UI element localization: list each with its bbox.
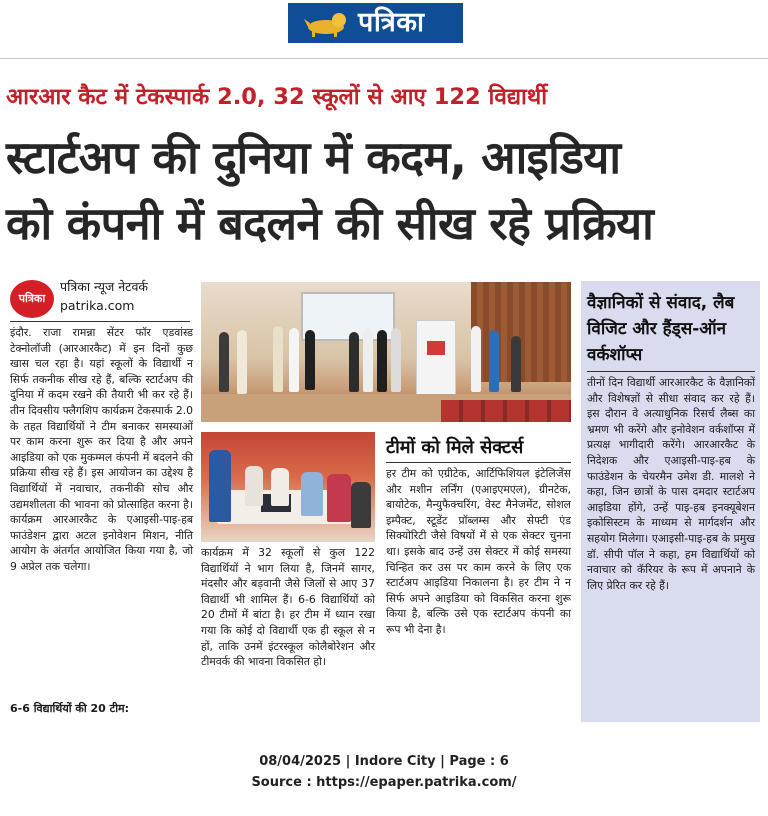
person: [305, 330, 315, 390]
person: [245, 466, 263, 506]
article-column-1: इंदौर. राजा रामन्ना सेंटर फॉर एडवांस्ड टेक्नोलॉजी (आरआरकैट) में इन दिनों कुछ खास चल रहा है। यहां स्कूलों के विद्यार्थी न सिर्फ तकनीक सीख रहे हैं, बल्कि स्टार्टअप की दुनिया में कदम रखने की तैयारी भी कर रहे हैं। तीन दिवसीय फ्लैगशिप कार्यक्रम टेकस्पार्क 2.0 के तहत विद्यार्थियों ने टीम बनाकर समस्याओं पर काम करना शुरू कर दिया है और अपने आइडिया को एक मुकम्मल कंपनी में बदलने की प्रक्रिया सीख रहे हैं। इस आयोजन का उद्देश्य है विद्यार्थियों में नवाचार, तकनीकी सोच और उद्यमशीलता की भावना को प्रोत्साहित करना है। कार्यक्रम आरआरकैट के एआइसी-पाइ-हब फाउंडेशन द्वारा अटल इनोवेशन मिशन, नीति आयोग के अंतर्गत आयोजित किया गया है, जो 9 अप्रेल तक चलेगा।: [10, 326, 194, 573]
kicker-headline: आरआर कैट में टेकस्पार्क 2.0, 32 स्कूलों से आए 122 विद्यार्थी: [6, 84, 548, 110]
footer-source-line: Source : https://epaper.patrika.com/: [251, 775, 517, 790]
person: [391, 328, 401, 392]
article-column-3: हर टीम को एग्रीटेक, आर्टिफिशियल इंटेलिजेंस और मशीन लर्निंग (एआइएमएल), ग्रीनटेक, बायोटेक, मैन्युफैक्चरिंग, वेस्ट मैनेजमेंट, सोशल इम्पैक्ट, स्टूडेंट प्रॉब्लम्स और सेफ्टी एंड सिक्योरिटी जैसे विषयों में से एक सेक्टर चुनना था। इसके बाद उन्हें उस सेक्टर में कोई समस्या चिन्हित कर उस पर काम करने के लिए एक स्टार्टअप आइडिया निकालना है। हर टीम ने न सिर्फ अपने आइडिया को विकसित करना शुरू किया है, बल्कि उसे एक स्टार्टअप कंपनी का रूप भी देना है।: [386, 467, 571, 636]
footer-date-line: 08/04/2025 | Indore City | Page : 6: [259, 754, 509, 769]
section-title-sectors: टीमों को मिले सेक्टर्स: [386, 437, 524, 458]
person: [209, 450, 231, 522]
lion-emblem-icon: [302, 9, 350, 37]
person: [363, 328, 373, 392]
person: [289, 328, 299, 392]
person: [377, 330, 387, 392]
person: [219, 332, 229, 392]
sidebar-divider: [587, 371, 755, 372]
byline-divider: [10, 321, 190, 322]
section-divider: [386, 462, 571, 463]
event-photo-hall: [201, 282, 571, 422]
byline-url: patrika.com: [60, 298, 135, 313]
event-photo-students: [201, 432, 375, 542]
masthead-name: पत्रिका: [358, 7, 425, 38]
person: [273, 326, 283, 392]
person: [271, 468, 289, 506]
main-headline-line-1: स्टार्टअप की दुनिया में कदम, आइडिया: [6, 131, 621, 184]
standee-banner: [416, 320, 456, 396]
main-headline-line-2: को कंपनी में बदलने की सीख रहे प्रक्रिया: [6, 197, 654, 250]
top-divider: [0, 58, 768, 59]
person: [237, 330, 247, 394]
sidebar-text: तीनों दिन विद्यार्थी आरआरकैट के वैज्ञानिकों और विशेषज्ञों से सीधा संवाद कर रहे हैं। इस दौरान वे अत्याधुनिक रिसर्च लैब्स का भ्रमण भी करेंगे और इनोवेशन वर्कशॉप्स में प्रत्यक्ष भागीदारी करेंगे। आरआरकैट के निदेशक और एआइसी-पाइ-हब के फाउंडेशन के चेयरमैन उमेश डी. मालशे ने कहा, जिन छात्रों के पास दमदार स्टार्टअप आइडिया होंगे, उन्हें पाइ-हब इनक्यूबेशन इकोसिस्टम के माध्यम से मार्गदर्शन और सहयोग मिलेगा। एआइसी-पाइ-हब के प्रमुख डॉ. सीपी पॉल ने कहा, हम विद्यार्थियों को नवाचार को कॅरियर के रूप में अपनाने के लिए प्रेरित कर रहे हैं।: [587, 376, 755, 592]
person: [301, 472, 323, 516]
sidebar-title: वैज्ञानिकों से संवाद, लैब विजिट और हैंड्स-ऑन वर्कशॉप्स: [587, 293, 735, 365]
red-chairs: [441, 400, 571, 422]
person: [351, 482, 371, 528]
person: [471, 326, 481, 392]
masthead-logo: [288, 3, 463, 43]
column-1-subhead: 6-6 विद्यार्थियों की 20 टीम:: [10, 702, 130, 715]
article-column-2: कार्यक्रम में 32 स्कूलों से कुल 122 विद्यार्थियों ने भाग लिया है, जिनमें सागर, मंदसौर और बड़वानी जैसे जिलों से आए 37 विद्यार्थी भी शामिल हैं। 6-6 विद्यार्थियों को 20 टीमों में बांटा है। हर टीम में ध्यान रखा गया कि कोई दो विद्यार्थी एक ही स्कूल से न हों, ताकि उनमें इंटरस्कूल कोलैबोरेशन और टीमवर्क की भावना विकसित हो।: [201, 546, 375, 669]
person: [489, 330, 499, 392]
byline-agency: पत्रिका न्यूज नेटवर्क: [60, 279, 149, 294]
person: [511, 336, 521, 392]
byline-logo: पत्रिका: [10, 280, 54, 318]
person: [327, 474, 351, 522]
person: [349, 332, 359, 392]
wood-panel-wall: [471, 282, 571, 382]
